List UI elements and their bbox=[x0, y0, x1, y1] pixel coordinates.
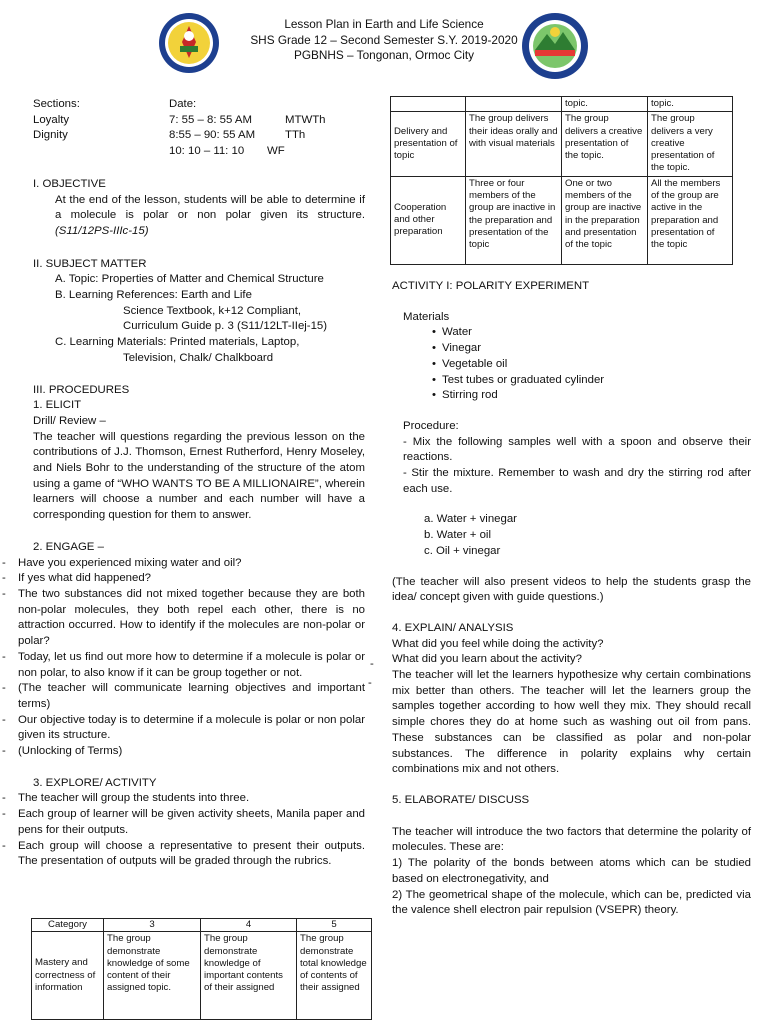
rubric-table-part2 bbox=[390, 96, 733, 265]
list-item: • Vegetable oil bbox=[432, 357, 751, 373]
list-item: b. Water + oil bbox=[424, 529, 491, 542]
list-item: - If yes what did happened? bbox=[2, 572, 151, 585]
margin-mark: - bbox=[370, 658, 374, 670]
elicit-text: The teacher will questions regarding the previous lesson on the contributions of J.J. Thomson, Ernest Rutherford, Henry Moseley, and Niels Bohr to the understanding of the structure of the atom using a game of “WHO WANTS TO BE A MILLIONAIRE”, wherein learners will choose a number and each number will have a corresponding question for them to answer. bbox=[33, 430, 365, 522]
header-title: Lesson Plan in Earth and Life Science bbox=[284, 17, 484, 31]
table-row: topic. topic. bbox=[391, 97, 733, 112]
table-row: Category 3 4 5 bbox=[32, 919, 372, 932]
objective-heading: I. OBJECTIVE bbox=[33, 177, 106, 190]
activity-heading: ACTIVITY I: POLARITY EXPERIMENT bbox=[392, 280, 590, 292]
list-item: - Our objective today is to determine if a molecule is polar or non polar given its structure. bbox=[2, 713, 365, 742]
left-column bbox=[2, 97, 365, 870]
list-item: - Each group of learner will be given activity sheets, Manila paper and pens for their outputs. bbox=[2, 808, 365, 836]
elaborate-point: 1) The polarity of the bonds between atoms which can be studied based on electronegativity, and bbox=[392, 857, 751, 885]
procedures-heading: III. PROCEDURES bbox=[33, 383, 130, 396]
drill-label: Drill/ Review – bbox=[33, 414, 106, 427]
section-row: Dignity 8:55 – 90: 55 AM TTh bbox=[33, 129, 306, 142]
videos-note: (The teacher will also present videos to help the students grasp the idea/ concept given with guide questions.) bbox=[392, 575, 751, 604]
list-item: - The teacher will group the students into three. bbox=[2, 792, 250, 805]
procedure-label: Procedure: bbox=[403, 419, 459, 432]
elaborate-point: 2) The geometrical shape of the molecule, which can be, predicted via the valence shell electron pair repulsion (VSEPR) theory. bbox=[392, 888, 751, 917]
margin-mark: - bbox=[368, 677, 372, 689]
header-subtitle: SHS Grade 12 – Second Semester S.Y. 2019-2020 bbox=[250, 32, 518, 47]
list-item: - The two substances did not mixed together because they are both non-polar molecules, they both repel each other, there is no attraction occurred. How to identify if the molecules are non-polar or polar? bbox=[2, 587, 365, 648]
list-item: a. Water + vinegar bbox=[424, 513, 517, 526]
table-row: Delivery and presentation of topic The group delivers their ideas orally and with visual materials The group delivers a creative presentation of the topic. The group delivers a very creative presentation of the topic. bbox=[391, 112, 733, 176]
explain-heading: 4. EXPLAIN/ ANALYSIS bbox=[392, 621, 514, 634]
list-item: - Each group will choose a representative to present their outputs. The presentation of outputs will be graded through the rubrics. bbox=[2, 839, 365, 868]
date-label: Date: bbox=[169, 98, 197, 110]
subject-matter-list: A. Topic: Properties of Matter and Chemical Structure B. Learning References: Earth and Life Science Textbook, k+12 Compliant, Curriculum Guide p. 3 (S11/12LT-IIej-15) C. Learning Materials: Printed materials, Laptop, Television, Chalk/ Chalkboard bbox=[55, 273, 328, 364]
table-row: Cooperation and other preparation Three or four members of the group are inactive in the preparation and presentation of the topic One or two members of the group are inactive in the preparation and presentation of the topic All the members of the group are active in the preparation and presentation of the topic bbox=[391, 176, 733, 264]
engage-list bbox=[2, 556, 365, 760]
table-row: Mastery and correctness of information The group demonstrate knowledge of some content of their assigned topic. The group demonstrate knowledge of important contents of their assigned The group demonstrate total knowledge of contents of their assigned bbox=[32, 932, 372, 1020]
list-item: c. Oil + vinegar bbox=[424, 544, 501, 557]
explain-question: What did you feel while doing the activity? bbox=[392, 637, 604, 650]
sample-list bbox=[392, 512, 751, 559]
materials-label: Materials bbox=[403, 310, 450, 323]
rubric-table-part1 bbox=[31, 918, 372, 1020]
list-item: • Stirring rod bbox=[432, 388, 751, 404]
materials-list bbox=[392, 325, 751, 404]
explore-heading: 3. EXPLORE/ ACTIVITY bbox=[33, 776, 157, 789]
elicit-heading: 1. ELICIT bbox=[33, 399, 82, 412]
list-item: - Have you experienced mixing water and oil? bbox=[2, 556, 242, 569]
section-row: Loyalty 7: 55 – 8: 55 AM MTWTh bbox=[33, 113, 326, 126]
sections-header bbox=[33, 97, 365, 113]
list-item: • Test tubes or graduated cylinder bbox=[432, 373, 751, 389]
explain-text: The teacher will let the learners hypothesize why certain combinations mix better than others. The teacher will let the learners group the samples together according to how well they mix. They should recall simple chores they do at home such as washing out oil from pans. These substances can be classified as polar and non-polar substances. The difference in polarity explains why certain combinations mix and not others. bbox=[392, 669, 751, 776]
list-item: • Vinegar bbox=[432, 341, 751, 357]
elaborate-heading: 5. ELABORATE/ DISCUSS bbox=[392, 793, 530, 806]
subject-matter-heading: II. SUBJECT MATTER bbox=[33, 257, 147, 270]
procedure-step: - Mix the following samples well with a spoon and observe their reactions. bbox=[403, 435, 751, 464]
list-item: - (The teacher will communicate learning objectives and important terms) bbox=[2, 682, 365, 710]
explain-question: What did you learn about the activity? bbox=[392, 653, 582, 666]
explore-list bbox=[2, 791, 365, 870]
procedure-step: - Stir the mixture. Remember to wash and dry the stirring rod after each use. bbox=[403, 467, 751, 495]
elaborate-intro: The teacher will introduce the two factors that determine the polarity of molecules. These are: bbox=[392, 825, 751, 854]
sections-label: Sections: bbox=[33, 98, 80, 110]
header-school: PGBNHS – Tongonan, Ormoc City bbox=[293, 48, 475, 62]
list-item: - Today, let us find out more how to determine if a molecule is polar or non polar, to also know if it can be group together or not. bbox=[2, 650, 365, 679]
list-item: - (Unlocking of Terms) bbox=[2, 745, 123, 758]
list-item: • Water bbox=[432, 325, 751, 341]
engage-heading: 2. ENGAGE – bbox=[33, 540, 104, 553]
right-column bbox=[392, 279, 751, 919]
objective-text: At the end of the lesson, students will be able to determine if a molecule is polar or non polar given its structure. (S11/12PS-IIIc-15) bbox=[55, 193, 365, 237]
section-row: 10: 10 – 11: 10 WF bbox=[169, 145, 285, 158]
